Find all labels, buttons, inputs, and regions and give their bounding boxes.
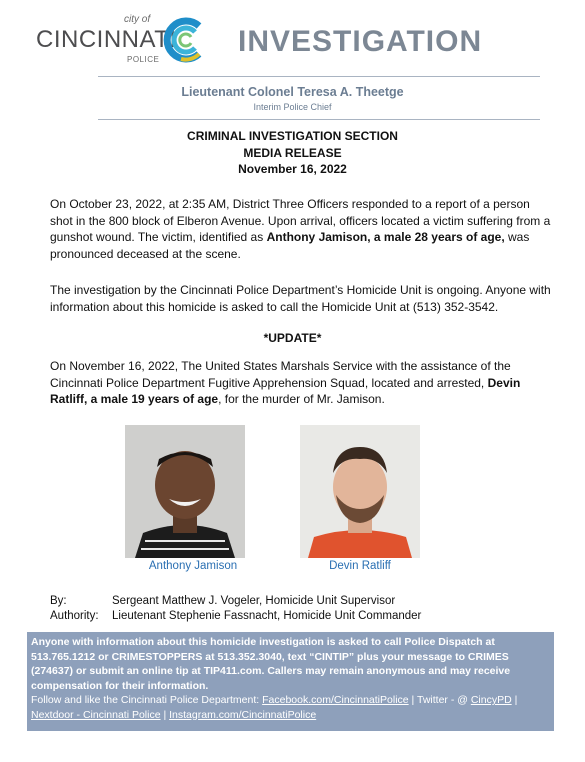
paragraph-incident	[50, 196, 555, 262]
separator-1: |	[511, 694, 518, 706]
p3-text-a: On November 16, 2022, The United States Marshals Service with the assistance of the Cincinnati Police Department Fugitive Apprehension Squad, located and arrested,	[50, 359, 511, 390]
facebook-link[interactable]: Facebook.com/CincinnatiPolice	[262, 694, 409, 706]
separator-2: |	[160, 708, 170, 721]
twitter-text: | Twitter - @	[408, 694, 471, 706]
logo-name: CINCINNATI	[36, 26, 177, 53]
page-title: INVESTIGATION	[238, 25, 483, 58]
paragraph-investigation: The investigation by the Cincinnati Police Department’s Homicide Unit is ongoing. Anyone with information about this homicide is asked to call the Homicide Unit at (513) 352-3542.	[50, 283, 551, 314]
byline	[50, 594, 421, 624]
follow-text: Follow and like the Cincinnati Police Department:	[31, 694, 263, 706]
footer-follow	[31, 693, 550, 722]
logo-police: POLICE	[127, 55, 160, 64]
nextdoor-label: Nextdoor	[31, 708, 74, 721]
header	[0, 0, 585, 80]
by-label: By:	[50, 595, 67, 607]
p3-suspect: Devin Ratliff, a male 19 years of age	[50, 375, 521, 406]
p3-text-b: , for the murder of Mr. Jamison.	[218, 392, 385, 406]
release-heading	[0, 128, 585, 178]
byline-row-authority	[50, 609, 421, 624]
authority-value: Lieutenant Stephenie Fassnacht, Homicide Unit Commander	[112, 610, 422, 622]
suspect-photo	[300, 425, 420, 558]
footer-tips-box	[27, 632, 554, 731]
chief-title: Interim Police Chief	[253, 102, 332, 112]
p1-victim: Anthony Jamison, a male 28 years of age,	[266, 230, 505, 244]
authority-label: Authority:	[50, 610, 99, 622]
logo-city-of: city of	[124, 14, 151, 25]
byline-row-by	[50, 594, 421, 609]
update-heading: *UPDATE*	[263, 331, 322, 345]
release-date: November 16, 2022	[238, 162, 347, 176]
p1-text-a: On October 23, 2022, at 2:35 AM, District Three Officers responded to a report of a person shot in the 800 block of Elberon Avenue. Upon arrival, officers located a victim suffering from a gunshot wound. The victim, identified as	[50, 197, 551, 244]
divider-top	[98, 76, 540, 77]
victim-photo	[125, 425, 245, 558]
divider-bottom	[98, 119, 540, 120]
p1-text-b: was pronounced deceased at the scene.	[50, 230, 530, 261]
nextdoor-label-b: - Cincinnati Police	[73, 708, 161, 721]
paragraph-arrest	[50, 358, 555, 408]
twitter-link[interactable]: CincyPD	[470, 694, 512, 706]
logo-c-icon	[161, 16, 207, 64]
release-type: MEDIA RELEASE	[243, 145, 342, 160]
instagram-link[interactable]: Instagram.com/CincinnatiPolice	[169, 708, 317, 721]
by-value: Sergeant Matthew J. Vogeler, Homicide Unit Supervisor	[112, 595, 396, 607]
victim-caption: Anthony Jamison	[148, 560, 238, 572]
footer-tips: Anyone with information about this homicide investigation is asked to call Police Dispatch at 513.765.1212 or CRIMESTOPPERS at 513.352.3040, text “CINTIP” plus your message to CRIMES (274637) or submit an online tip at TIP411.com. Callers may remain anonymous and may receive compensation for their information.	[31, 636, 511, 692]
cincinnati-police-logo	[36, 14, 211, 68]
suspect-caption: Devin Ratliff	[329, 560, 391, 572]
nextdoor-link[interactable]	[31, 709, 161, 721]
chief-name: Lieutenant Colonel Teresa A. Theetge	[181, 85, 404, 99]
release-section: CRIMINAL INVESTIGATION SECTION	[187, 129, 398, 143]
